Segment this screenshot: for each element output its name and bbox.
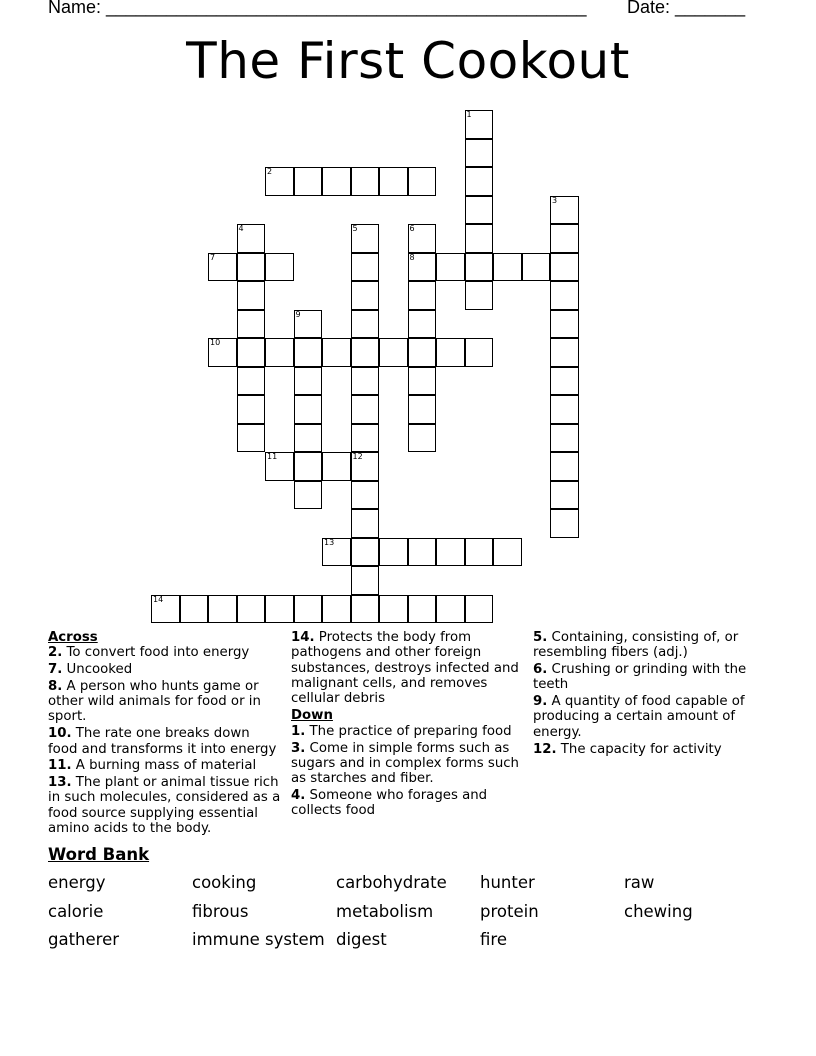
crossword-cell[interactable] [237, 595, 266, 624]
crossword-cell[interactable] [237, 338, 266, 367]
crossword-cell[interactable] [351, 281, 380, 310]
word-bank-word: protein [480, 902, 539, 921]
crossword-cell[interactable] [436, 338, 465, 367]
clue-number: 10 [210, 338, 221, 347]
crossword-cell[interactable] [265, 253, 294, 282]
clues-column-1 [48, 628, 283, 838]
crossword-cell[interactable] [408, 224, 437, 253]
crossword-cell[interactable] [493, 538, 522, 567]
down-heading: Down [291, 708, 333, 724]
word-bank-title: Word Bank [48, 845, 150, 864]
clue-number: 6 [409, 224, 415, 233]
clue-across-14: 14. Protects the body from pathogens and other foreign substances, destroys infected and malignant cells, and removes cellular debris [291, 630, 519, 707]
clue-down-3: 3. Come in simple forms such as sugars and in complex forms such as starches and fiber. [291, 740, 519, 787]
crossword-cell[interactable] [465, 338, 494, 367]
crossword-cell[interactable] [465, 139, 494, 168]
crossword-cell[interactable] [265, 338, 294, 367]
crossword-cell[interactable] [408, 538, 437, 567]
crossword-cell[interactable] [465, 196, 494, 225]
crossword-cell[interactable] [550, 367, 579, 396]
word-bank-word: immune system [192, 930, 325, 949]
crossword-cell[interactable] [180, 595, 209, 624]
crossword-cell[interactable] [237, 424, 266, 453]
clue-across-10: 10. The rate one breaks down food and transforms it into energy [48, 726, 277, 757]
crossword-cell[interactable] [550, 481, 579, 510]
crossword-cell[interactable] [351, 395, 380, 424]
crossword-cell[interactable] [351, 566, 380, 595]
crossword-cell[interactable] [408, 281, 437, 310]
crossword-cell[interactable] [294, 310, 323, 339]
crossword-cell[interactable] [351, 424, 380, 453]
crossword-cell[interactable] [322, 595, 351, 624]
crossword-cell[interactable] [294, 424, 323, 453]
word-bank-word: digest [336, 930, 387, 949]
clue-down-4: 4. Someone who forages and collects food [291, 787, 488, 819]
word-bank-word: hunter [480, 873, 535, 892]
crossword-cell[interactable] [151, 595, 180, 624]
word-bank-word: chewing [624, 902, 693, 921]
crossword-cell[interactable] [436, 538, 465, 567]
crossword-cell[interactable] [550, 224, 579, 253]
crossword-cell[interactable] [408, 253, 437, 282]
crossword-cell[interactable] [237, 253, 266, 282]
date-field-label: Date: _______ [627, 0, 746, 17]
crossword-cell[interactable] [351, 538, 380, 567]
word-bank-word: metabolism [336, 902, 434, 921]
crossword-cell[interactable] [465, 167, 494, 196]
crossword-cell[interactable] [237, 395, 266, 424]
word-bank-word: gatherer [48, 930, 120, 949]
crossword-cell[interactable] [322, 167, 351, 196]
crossword-cell[interactable] [408, 310, 437, 339]
crossword-cell[interactable] [408, 167, 437, 196]
crossword-cell[interactable] [436, 595, 465, 624]
crossword-cell[interactable] [550, 509, 579, 538]
crossword-cell[interactable] [436, 253, 465, 282]
crossword-cell[interactable] [322, 452, 351, 481]
crossword-cell[interactable] [351, 509, 380, 538]
word-bank-word: fire [480, 930, 507, 949]
crossword-cell[interactable] [322, 538, 351, 567]
crossword-cell[interactable] [351, 481, 380, 510]
clue-number: 1 [466, 110, 472, 119]
crossword-cell[interactable] [379, 595, 408, 624]
crossword-cell[interactable] [351, 452, 380, 481]
word-bank-word: energy [48, 873, 106, 892]
crossword-cell[interactable] [237, 367, 266, 396]
clues-column-3 [533, 628, 763, 758]
crossword-cell[interactable] [550, 281, 579, 310]
word-bank-word: cooking [192, 873, 257, 892]
clue-number: 11 [267, 452, 278, 461]
clue-number: 5 [352, 224, 358, 233]
crossword-cell[interactable] [465, 253, 494, 282]
word-bank-word: raw [624, 873, 655, 892]
crossword-cell[interactable] [294, 395, 323, 424]
crossword-cell[interactable] [550, 452, 579, 481]
crossword-cell[interactable] [351, 224, 380, 253]
clue-across-8: 8. A person who hunts game or other wild animals for food or in sport. [48, 678, 261, 725]
crossword-cell[interactable] [322, 338, 351, 367]
clue-across-11: 11. A burning mass of material [48, 758, 257, 774]
crossword-cell[interactable] [237, 281, 266, 310]
crossword-cell[interactable] [465, 538, 494, 567]
crossword-cell[interactable] [294, 338, 323, 367]
crossword-cell[interactable] [208, 338, 237, 367]
crossword-cell[interactable] [465, 281, 494, 310]
clue-number: 13 [324, 537, 335, 547]
crossword-cell[interactable] [550, 424, 579, 453]
clue-down-6: 6. Crushing or grinding with the teeth [533, 662, 747, 693]
crossword-cell[interactable] [265, 167, 294, 196]
crossword-cell[interactable] [294, 481, 323, 510]
clue-number: 8 [409, 252, 415, 262]
clue-number: 3 [552, 195, 558, 205]
clue-number: 7 [210, 252, 216, 262]
clue-across-13: 13. The plant or animal tissue rich in such molecules, considered as a food source supplying essential amino acids to the body. [48, 775, 281, 837]
crossword-cell[interactable] [408, 424, 437, 453]
name-field-label: Name: ________________________________________________ [48, 0, 587, 17]
crossword-cell[interactable] [208, 595, 237, 624]
crossword-cell[interactable] [237, 310, 266, 339]
crossword-cell[interactable] [351, 167, 380, 196]
clues-column-2 [291, 628, 526, 820]
crossword-cell[interactable] [408, 395, 437, 424]
crossword-cell[interactable] [265, 452, 294, 481]
clue-number: 14 [153, 594, 164, 604]
crossword-cell[interactable] [408, 595, 437, 624]
across-heading: Across [48, 630, 98, 645]
crossword-cell[interactable] [550, 310, 579, 339]
crossword-cell[interactable] [351, 367, 380, 396]
crossword-cell[interactable] [408, 338, 437, 367]
crossword-cell[interactable] [379, 338, 408, 367]
crossword-cell[interactable] [379, 167, 408, 196]
word-bank-word: carbohydrate [336, 873, 447, 892]
crossword-cell[interactable] [550, 338, 579, 367]
crossword-cell[interactable] [294, 167, 323, 196]
crossword-cell[interactable] [550, 395, 579, 424]
crossword-cell[interactable] [408, 367, 437, 396]
crossword-cell[interactable] [493, 253, 522, 282]
clue-down-12: 12. The capacity for activity [533, 741, 722, 757]
clue-down-1: 1. The practice of preparing food [291, 723, 512, 739]
clue-across-7: 7. Uncooked [48, 662, 133, 678]
crossword-cell[interactable] [237, 224, 266, 253]
clue-number: 2 [267, 167, 273, 176]
crossword-cell[interactable] [351, 338, 380, 367]
crossword-cell[interactable] [208, 253, 237, 282]
clue-down-5: 5. Containing, consisting of, or resembling fibers (adj.) [533, 630, 739, 661]
crossword-cell[interactable] [550, 253, 579, 282]
crossword-cell[interactable] [522, 253, 551, 282]
page-title: The First Cookout [186, 32, 630, 90]
crossword-cell[interactable] [351, 595, 380, 624]
crossword-cell[interactable] [351, 310, 380, 339]
clue-number: 12 [352, 452, 363, 461]
crossword-cell[interactable] [465, 110, 494, 139]
clue-number: 4 [238, 224, 244, 233]
crossword-cell[interactable] [465, 595, 494, 624]
clue-down-9: 9. A quantity of food capable of producing a certain amount of energy. [533, 694, 745, 740]
word-bank-word: calorie [48, 902, 104, 921]
crossword-cell[interactable] [465, 224, 494, 253]
crossword-cell[interactable] [294, 367, 323, 396]
word-bank-word: fibrous [192, 902, 249, 921]
crossword-cell[interactable] [294, 452, 323, 481]
crossword-cell[interactable] [294, 595, 323, 624]
crossword-cell[interactable] [265, 595, 294, 624]
crossword-cell[interactable] [550, 196, 579, 225]
crossword-cell[interactable] [379, 538, 408, 567]
clue-across-2: 2. To convert food into energy [48, 645, 250, 661]
clue-number: 9 [295, 309, 301, 319]
crossword-cell[interactable] [351, 253, 380, 282]
